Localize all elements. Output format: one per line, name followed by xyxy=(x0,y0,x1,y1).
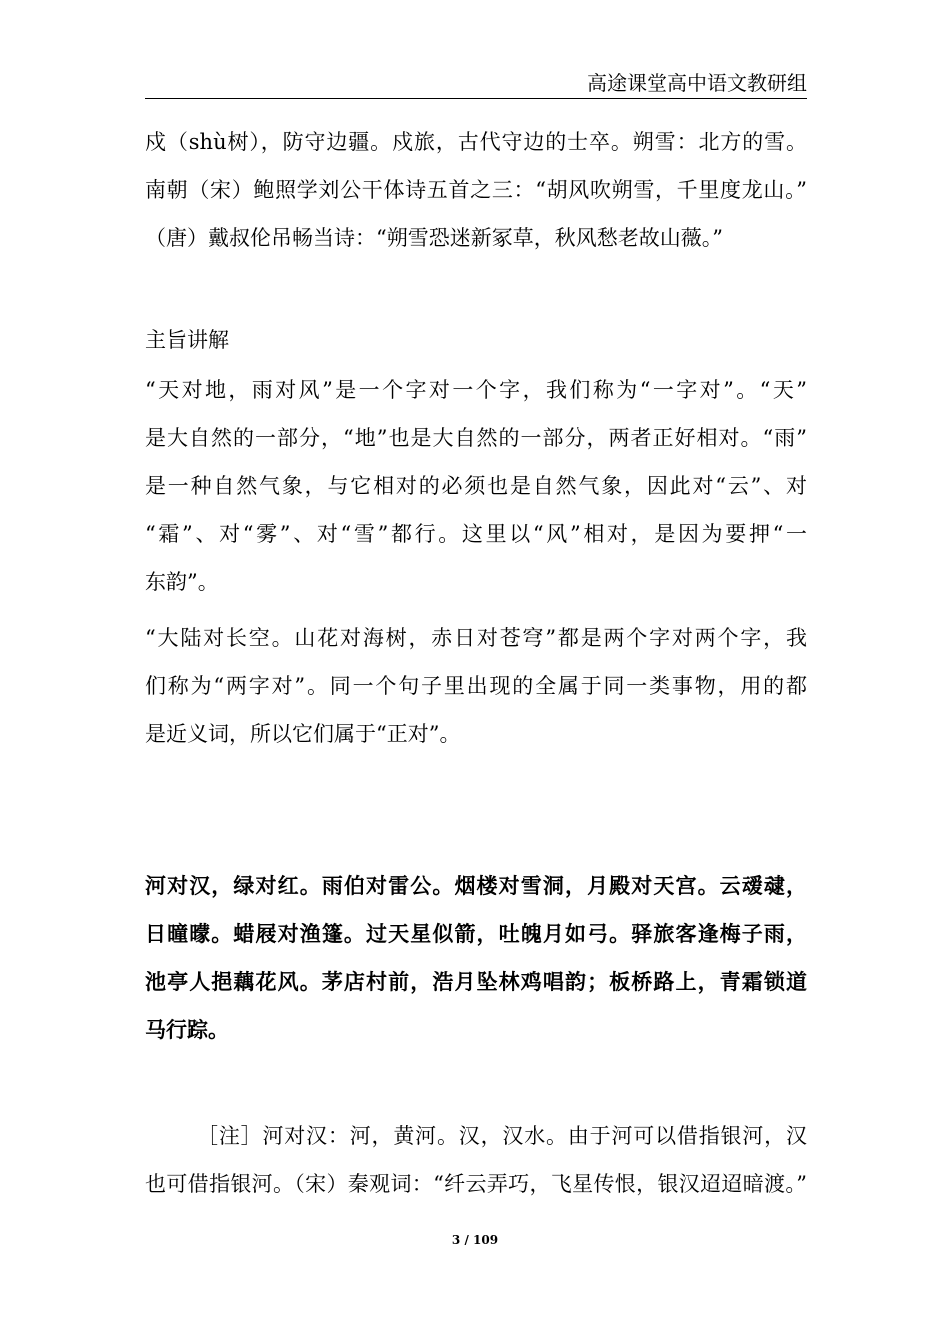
verse-line: 河对汉，绿对红。雨伯对雷公。烟楼对雪洞，月殿对天宫。云叆叇， xyxy=(145,873,807,898)
explanation-paragraph-1 xyxy=(145,366,807,606)
page-number: 3 / 109 xyxy=(451,1233,499,1247)
text-line: 南朝（宋）鲍照学刘公干体诗五首之三：“胡风吹朔雪，千里度龙山。” xyxy=(145,178,807,202)
verse-paragraph xyxy=(145,862,807,1054)
text-line: ［注］河对汉：河，黄河。汉，汉水。由于河可以借指银河，汉 xyxy=(197,1124,807,1148)
text-line: “霜”、对“雾”、对“雪”都行。这里以“风”相对，是因为要押“一 xyxy=(145,522,807,546)
verse-line: 池亭人挹藕花风。茅店村前，浩月坠林鸡唱韵；板桥路上，青霜锁道 xyxy=(145,969,807,994)
text-line: 是一种自然气象，与它相对的必须也是自然气象，因此对“云”、对 xyxy=(145,474,807,498)
text-line: 们称为“两字对”。同一个句子里出现的全属于同一类事物，用的都 xyxy=(145,674,807,698)
text-line: 也可借指银河。（宋）秦观词：“纤云弄巧，飞星传恨，银汉迢迢暗渡。” xyxy=(145,1172,807,1196)
text-line: 是大自然的一部分，“地”也是大自然的一部分，两者正好相对。“雨” xyxy=(145,426,807,450)
section-heading-text: 主旨讲解 xyxy=(145,328,229,352)
header-title: 高途课堂高中语文教研组 xyxy=(587,71,807,95)
explanation-paragraph-2 xyxy=(145,614,807,758)
note-continued xyxy=(145,118,807,262)
section-heading xyxy=(145,316,807,364)
verse-line: 日曈曚。蜡屐对渔篷。过天星似箭，吐魄月如弓。驿旅客逢梅子雨， xyxy=(145,921,807,946)
text-line: “大陆对长空。山花对海树，赤日对苍穹”都是两个字对两个字，我 xyxy=(145,626,807,650)
text-line: 是近义词，所以它们属于“正对”。 xyxy=(145,722,461,746)
page-header xyxy=(145,70,807,99)
note-paragraph xyxy=(145,1112,807,1208)
text-line: （唐）戴叔伦吊畅当诗：“朔雪恐迷新冢草，秋风愁老故山薇。” xyxy=(145,226,723,250)
text-line: 东韵”。 xyxy=(145,570,219,594)
text-line: “天对地，雨对风”是一个字对一个字，我们称为“一字对”。“天” xyxy=(145,378,807,402)
text-line: 戍（shù树），防守边疆。戍旅，古代守边的士卒。朔雪：北方的雪。 xyxy=(145,130,807,154)
verse-line: 马行踪。 xyxy=(145,1017,229,1042)
